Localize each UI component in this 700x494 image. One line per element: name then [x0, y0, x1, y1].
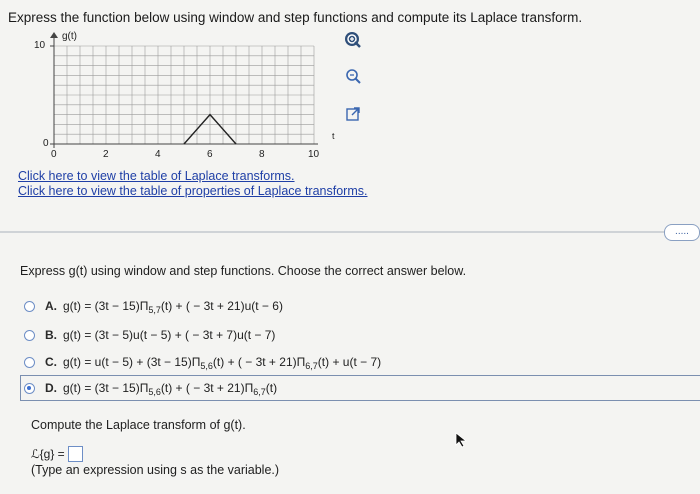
part2-prompt: Compute the Laplace transform of g(t). [31, 418, 246, 432]
answer-hint: (Type an expression using s as the variable.) [31, 463, 280, 477]
choice-text: $g(t) = (3t - 15)\Pi_{5,6}(t)$ + ( − $3t + 21)\Pi_{6,7}(t)$ [63, 381, 278, 397]
x-tick: 2 [103, 149, 109, 160]
zoom-in-button[interactable] [343, 30, 363, 50]
x-tick: 0 [51, 149, 57, 160]
zoom-out-icon [344, 67, 362, 85]
y-axis-label: g(t) [62, 31, 77, 42]
external-link-icon [345, 106, 361, 122]
part1-instruction: Express g(t) using window and step functions. Choose the correct answer below. [20, 264, 467, 278]
radio-a[interactable] [24, 301, 35, 312]
choice-b[interactable] [24, 325, 275, 345]
laplace-label: ℒ{g} = [31, 447, 65, 461]
choice-letter: C. [45, 355, 57, 369]
radio-c[interactable] [24, 357, 35, 368]
more-button[interactable]: ..... [664, 224, 700, 241]
choice-text: $g(t) = (3t - 15)\Pi_{5,7}(t)$ + ( − 3t + 21)u(t − 6) [63, 299, 283, 315]
choice-c[interactable] [24, 352, 381, 372]
choice-d[interactable] [24, 378, 277, 398]
x-tick: 4 [155, 149, 161, 160]
x-tick: 6 [207, 149, 213, 160]
laplace-answer-row [31, 446, 83, 462]
choice-letter: A. [45, 299, 57, 313]
choice-a[interactable] [24, 296, 283, 316]
choice-letter: D. [45, 381, 57, 395]
laplace-table-link[interactable]: Click here to view the table of Laplace transforms. [18, 169, 295, 183]
open-external-button[interactable] [343, 104, 363, 124]
y-tick-zero: 0 [43, 138, 49, 149]
radio-d-selected[interactable] [24, 383, 35, 394]
x-tick: 10 [308, 149, 320, 160]
radio-b[interactable] [24, 330, 35, 341]
y-tick-top: 10 [34, 40, 46, 51]
choice-text: $g(t) = u(t - 5) + (3t - 15)\Pi_{5,6}(t)$ + ( − $3t + 21)\Pi_{6,7}(t) + u(t - 7)$ [63, 355, 382, 371]
zoom-out-button[interactable] [343, 66, 363, 86]
t-axis-label: t [332, 131, 335, 141]
laplace-answer-input[interactable] [68, 446, 83, 462]
zoom-in-icon [344, 31, 362, 49]
laplace-properties-link[interactable]: Click here to view the table of properties of Laplace transforms. [18, 184, 368, 198]
section-divider [0, 231, 700, 233]
choice-letter: B. [45, 328, 57, 342]
question-header: Express the function below using window and step functions and compute its Laplace transform. [8, 10, 583, 25]
mouse-cursor-icon [455, 432, 469, 448]
choice-text: g(t) = (3t − 5)u(t − 5) + ( − 3t + 7)u(t − 7) [63, 328, 276, 342]
x-tick: 8 [259, 149, 265, 160]
function-graph [14, 30, 334, 166]
